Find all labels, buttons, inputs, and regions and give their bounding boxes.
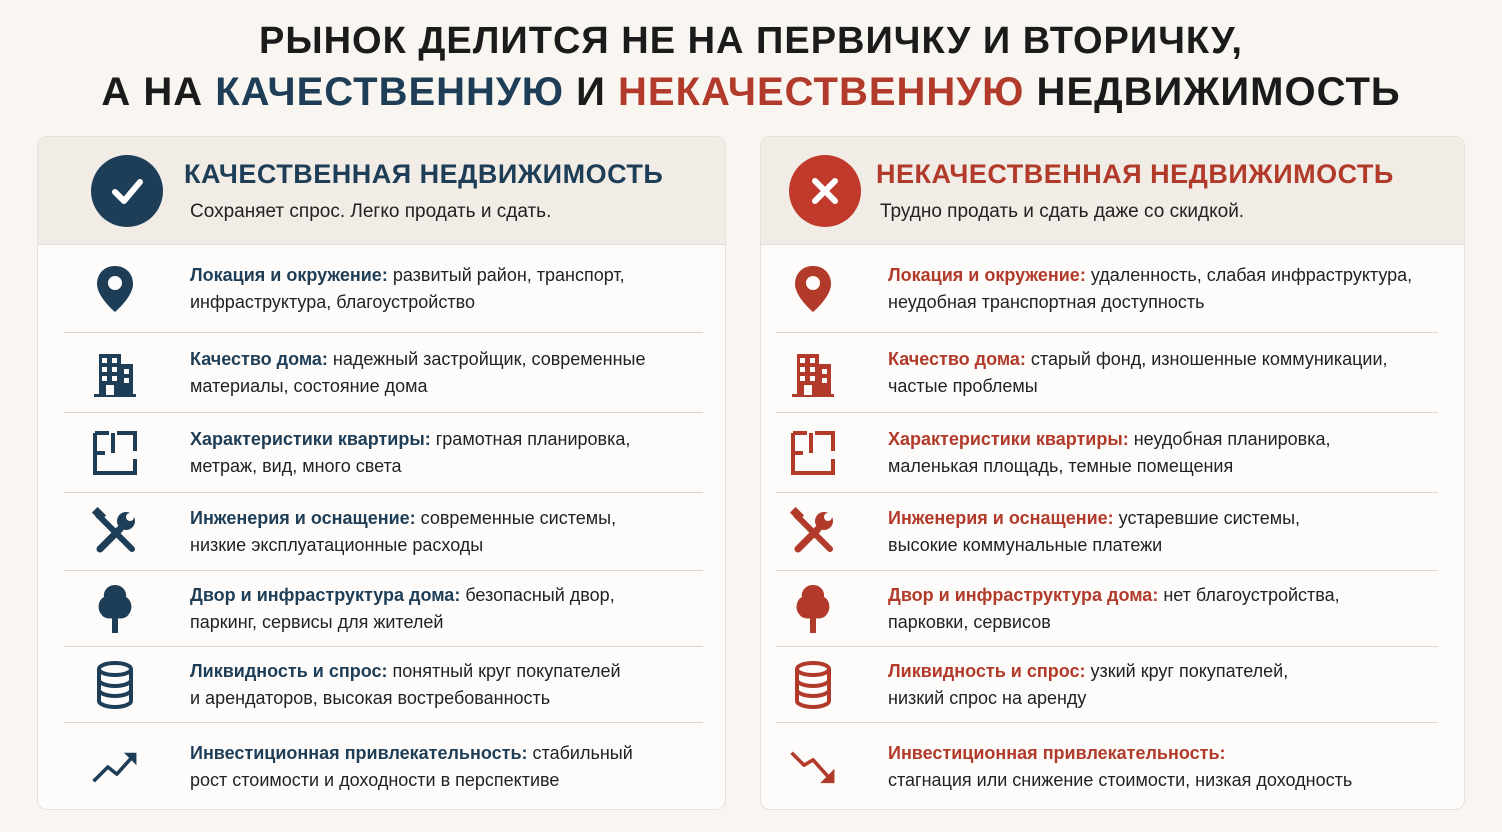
row-text [190, 505, 616, 559]
quality-panel [37, 136, 726, 810]
row-label: Характеристики квартиры: [190, 428, 431, 449]
floor-plan-icon [90, 425, 140, 481]
quality-panel-header [38, 137, 725, 245]
row-line-1: неудобная планировка, [1128, 428, 1331, 449]
row-text [190, 262, 625, 316]
nonquality-subtitle: Трудно продать и сдать даже со скидкой. [880, 201, 1245, 222]
row-line-2: низкий спрос на аренду [888, 687, 1087, 708]
row-line-2: паркинг, сервисы для жителей [190, 611, 444, 632]
row-label: Инвестиционная привлекательность: [888, 743, 1226, 763]
headline-line-1: РЫНОК ДЕЛИТСЯ НЕ НА ПЕРВИЧКУ И ВТОРИЧКУ, [259, 20, 1243, 62]
row-line-2: и арендаторов, высокая востребованность [190, 687, 551, 708]
row-text [888, 658, 1288, 712]
list-item [776, 723, 1438, 810]
location-pin-icon [90, 261, 140, 317]
row-line-1: устаревшие системы, [1113, 507, 1301, 528]
row-line-1: развитый район, транспорт, [387, 264, 625, 285]
headline-part-b: И [564, 70, 619, 114]
nonquality-panel-header [761, 137, 1464, 245]
row-line-2: инфраструктура, благоустройство [190, 291, 475, 312]
row-line-2: парковки, сервисов [888, 611, 1051, 632]
quality-subtitle: Сохраняет спрос. Легко продать и сдать. [190, 201, 552, 222]
list-item [776, 493, 1438, 571]
row-text [190, 426, 630, 480]
row-line-2: рост стоимости и доходности в перспективе [190, 770, 560, 790]
row-line-2: частые проблемы [888, 375, 1038, 396]
list-item [776, 245, 1438, 333]
row-line-2: маленькая площадь, темные помещения [888, 455, 1234, 476]
row-text [888, 505, 1300, 559]
row-label: Инвестиционная привлекательность: [190, 743, 528, 763]
row-label: Ликвидность и спрос: [190, 660, 388, 681]
tree-icon [90, 581, 140, 637]
building-icon [788, 345, 838, 401]
row-label: Инженерия и оснащение: [190, 507, 416, 528]
row-text [888, 740, 1352, 794]
row-label: Качество дома: [888, 348, 1026, 369]
list-item [776, 333, 1438, 413]
list-item [64, 647, 703, 723]
trend-up-icon [90, 739, 140, 795]
headline [0, 18, 1502, 120]
row-line-2: материалы, состояние дома [190, 375, 428, 396]
row-text [190, 346, 646, 400]
row-label: Двор и инфраструктура дома: [190, 584, 461, 605]
row-line-2: высокие коммунальные платежи [888, 534, 1163, 555]
cross-icon [789, 155, 861, 227]
list-item [64, 571, 703, 647]
row-label: Локация и окружение: [888, 264, 1086, 285]
building-icon [90, 345, 140, 401]
row-line-1: понятный круг покупателей [387, 660, 621, 681]
row-line-1: грамотная планировка, [430, 428, 631, 449]
row-text [888, 426, 1331, 480]
coins-stack-icon [788, 657, 838, 713]
floor-plan-icon [788, 425, 838, 481]
headline-part-c: НЕДВИЖИМОСТЬ [1024, 70, 1401, 114]
row-text [888, 582, 1340, 636]
nonquality-title: НЕКАЧЕСТВЕННАЯ НЕДВИЖИМОСТЬ [876, 159, 1394, 189]
row-label: Двор и инфраструктура дома: [888, 584, 1159, 605]
row-label: Ликвидность и спрос: [888, 660, 1086, 681]
row-line-1: удаленность, слабая инфраструктура, [1085, 264, 1413, 285]
row-line-2: низкие эксплуатационные расходы [190, 534, 484, 555]
row-text [190, 582, 615, 636]
headline-quality-word: КАЧЕСТВЕННУЮ [215, 70, 565, 114]
nonquality-rows [761, 245, 1464, 810]
quality-rows [38, 245, 725, 810]
row-text [190, 658, 621, 712]
row-line-1: стабильный [527, 743, 633, 763]
row-text [190, 740, 633, 794]
location-pin-icon [788, 261, 838, 317]
row-label: Инженерия и оснащение: [888, 507, 1114, 528]
row-line-2: метраж, вид, много света [190, 455, 402, 476]
list-item [776, 571, 1438, 647]
list-item [64, 245, 703, 333]
row-text [888, 346, 1388, 400]
row-label: Характеристики квартиры: [888, 428, 1129, 449]
headline-nonquality-word: НЕКАЧЕСТВЕННУЮ [618, 70, 1025, 114]
list-item [64, 723, 703, 810]
trend-down-icon [788, 739, 838, 795]
row-line-1: старый фонд, изношенные коммуникации, [1025, 348, 1388, 369]
row-line-1: надежный застройщик, современные [327, 348, 646, 369]
nonquality-panel [760, 136, 1465, 810]
row-label: Локация и окружение: [190, 264, 388, 285]
row-text [888, 262, 1412, 316]
tree-icon [788, 581, 838, 637]
tools-icon [788, 504, 838, 560]
list-item [776, 647, 1438, 723]
row-line-1: узкий круг покупателей, [1085, 660, 1289, 681]
row-line-1: безопасный двор, [460, 584, 615, 605]
row-line-2: неудобная транспортная доступность [888, 291, 1205, 312]
list-item [64, 333, 703, 413]
row-line-1: нет благоустройства, [1158, 584, 1340, 605]
quality-title: КАЧЕСТВЕННАЯ НЕДВИЖИМОСТЬ [184, 159, 664, 189]
headline-part-a: А НА [101, 70, 216, 114]
row-line-2: стагнация или снижение стоимости, низкая доходность [888, 770, 1353, 790]
tools-icon [90, 504, 140, 560]
row-label: Качество дома: [190, 348, 328, 369]
list-item [776, 413, 1438, 493]
row-line-1: современные системы, [415, 507, 617, 528]
coins-stack-icon [90, 657, 140, 713]
list-item [64, 493, 703, 571]
check-icon [91, 155, 163, 227]
list-item [64, 413, 703, 493]
headline-line-2 [0, 64, 1502, 120]
